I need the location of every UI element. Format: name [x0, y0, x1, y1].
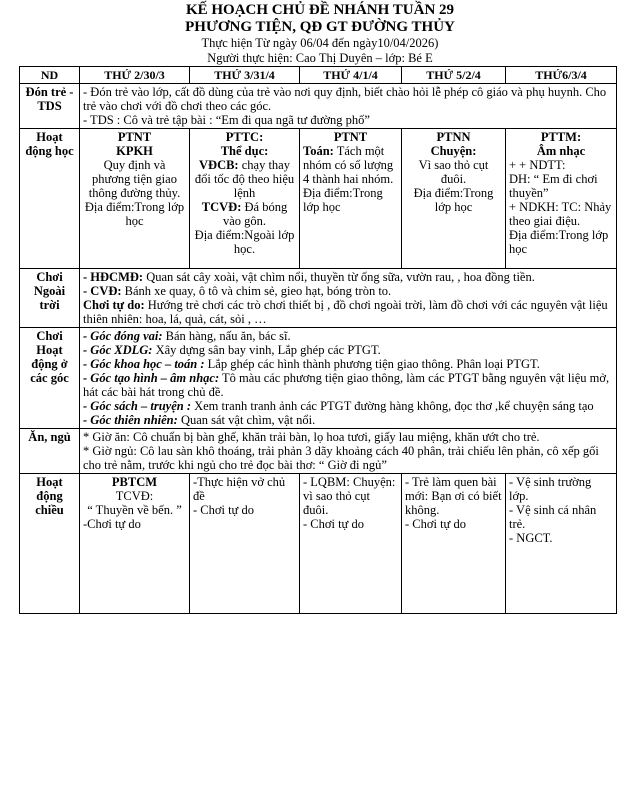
row-label-an-ngu: Ăn, ngủ	[20, 429, 80, 474]
don-tre-line1: - Đón trẻ vào lớp, cất đồ dùng của trẻ vào nơi quy định, biết chào hỏi lễ phép cô giáo và phụ huynh. Cho trẻ vào chơi với đồ chơi theo các góc.	[83, 85, 607, 113]
hdcmd-line	[83, 270, 613, 284]
hdh-fri-place: Địa điểm:Trong lớp học	[509, 228, 609, 256]
chieu-tue-l2: - Chơi tự do	[193, 503, 254, 517]
goc-name: - Góc đóng vai:	[83, 329, 163, 343]
ctd-line	[83, 298, 613, 326]
chieu-wed-l2: - Chơi tự do	[303, 517, 364, 531]
goc-item	[83, 371, 613, 399]
cvd-line	[83, 284, 613, 298]
chieu-tue-l1: -Thực hiện vở chủ đề	[193, 475, 286, 503]
document-header	[0, 0, 640, 66]
hdh-fri	[506, 129, 617, 269]
row-don-tre	[20, 84, 617, 129]
row-hoat-dong-goc	[20, 328, 617, 429]
row-an-ngu	[20, 429, 617, 474]
hdh-wed-place: Địa điểm:Trong lớp học	[303, 186, 383, 214]
goc-item	[83, 343, 613, 357]
chieu-fri	[506, 474, 617, 614]
goc-name: - Góc XDLG:	[83, 343, 153, 357]
ctd-text: Hướng trẻ chơi các trò chơi thiết bị , đồ chơi ngoài trời, làm đồ chơi với các nguyên vật liệu thiên nhiên: hoa, lá, quả, cát, sỏi , …	[83, 298, 608, 326]
hdh-tue-place: Địa điểm:Ngoài lớp học.	[194, 228, 295, 256]
hdh-thu-place: Địa điểm:Trong lớp học	[413, 186, 494, 214]
goc-name: - Góc tạo hình – âm nhạc:	[83, 371, 220, 385]
chieu-fri-l3: - NGCT.	[509, 531, 553, 545]
goc-text: Lắp ghép các hình thành phương tiện giao thông. Phân loại PTGT.	[204, 357, 540, 371]
teacher-info: Người thực hiện: Cao Thị Duyên – lớp: Bé E	[207, 51, 433, 65]
table-header-row	[20, 67, 617, 84]
col-header-wed: THỨ 4/1/4	[300, 67, 402, 84]
chieu-mon-title: PBTCM	[111, 475, 158, 489]
col-header-thu: THỨ 5/2/4	[402, 67, 506, 84]
vdcb-text: chạy thay đổi tốc độ theo hiệu lệnh	[194, 158, 295, 200]
col-header-tue: THỨ 3/31/4	[190, 67, 300, 84]
hdcmd-label: - HĐCMĐ:	[83, 270, 144, 284]
chieu-wed-l1: - LQBM: Chuyện: vì sao thỏ cụt đuôi.	[303, 475, 396, 517]
an-ngu-content	[80, 429, 617, 474]
chieu-mon-l2: “ Thuyền về bến. ”	[87, 503, 182, 517]
don-tre-content	[80, 84, 617, 129]
hdh-tue-code: PTTC:	[225, 130, 264, 144]
hdh-fri-l2: DH: “ Em đi chơi thuyền”	[509, 172, 598, 200]
goc-text: Tô màu các phương tiện giao thông, làm các PTGT bằng nguyên vật liệu mở, hát các bài hát trong chủ đề.	[83, 371, 610, 399]
row-label-hoat-dong-goc: Chơi Hoạt động ở các góc	[20, 328, 80, 429]
chieu-fri-l1: - Vệ sinh trường lớp.	[509, 475, 592, 503]
hdh-tue-vdcb	[193, 158, 296, 200]
chieu-mon-l1: TCVĐ:	[115, 489, 154, 503]
row-label-don-tre: Đón trẻ - TDS	[20, 84, 80, 129]
toan-label: Toán:	[303, 144, 334, 158]
goc-item	[83, 357, 613, 371]
hdh-thu-title: Chuyện:	[430, 144, 477, 158]
row-label-ngoai-troi: Chơi Ngoài trời	[20, 269, 80, 328]
col-header-nd: ND	[20, 67, 80, 84]
hdh-thu-code: PTNN	[436, 130, 471, 144]
goc-text: Xem tranh tranh ảnh các PTGT đường hàng không, đọc thơ ,kể chuyện sáng tạo	[190, 399, 594, 413]
cvd-text: Bánh xe quay, ô tô và chim sẻ, gieo hạt, bóng tròn to.	[121, 284, 392, 298]
date-range: Thực hiện Từ ngày 06/04 đến ngày10/04/2026)	[201, 36, 439, 50]
chieu-wed	[300, 474, 402, 614]
vdcb-label: VĐCB:	[199, 158, 239, 172]
ngu-line: * Giờ ngủ: Cô lau sàn khô thoáng, trải phản 3 dãy khoảng cách 40 phân, trải chiếu lên phản, cô xếp gối cho trẻ nằm, trước khi ngủ cho trẻ đọc bài thơ: “ Giờ đi ngủ”	[83, 444, 599, 472]
row-chieu	[20, 474, 617, 614]
goc-text: Bán hàng, nấu ăn, bác sĩ.	[162, 329, 291, 343]
chieu-mon-l3: -Chơi tự do	[83, 517, 141, 531]
an-line: * Giờ ăn: Cô chuẩn bị bàn ghế, khăn trải bàn, lọ hoa tươi, giấy lau miệng, khăn ướt cho trẻ.	[83, 430, 540, 444]
chieu-mon	[80, 474, 190, 614]
toan-text: Tách một nhóm có số lượng 4 thành hai nhóm.	[303, 144, 394, 186]
hdh-mon-place: Địa điểm:Trong lớp học	[84, 200, 185, 228]
goc-name: - Góc khoa học – toán :	[83, 357, 205, 371]
tcvd-text: Đá bóng vào gôn.	[222, 200, 288, 228]
row-ngoai-troi	[20, 269, 617, 328]
goc-text: Quan sát vật chìm, vật nổi.	[177, 413, 316, 427]
don-tre-line2: - TDS : Cô và trẻ tập bài : “Em đi qua ngã tư đường phố”	[83, 113, 370, 127]
col-header-fri: THỨ6/3/4	[506, 67, 617, 84]
page-subtitle: PHƯƠNG TIỆN, QĐ GT ĐƯỜNG THỦY	[185, 19, 455, 35]
goc-item	[83, 413, 613, 427]
hdh-wed	[300, 129, 402, 269]
hdh-mon-title: KPKH	[116, 144, 153, 158]
goc-text: Xây dựng sân bay vinh, Lắp ghép các PTGT.	[152, 343, 381, 357]
chieu-thu	[402, 474, 506, 614]
hdh-fri-code: PTTM:	[540, 130, 582, 144]
hdcmd-text: Quan sát cây xoài, vật chìm nổi, thuyền từ ống sữa, vườn rau, , hoa đồng tiền.	[143, 270, 535, 284]
ctd-label: Chơi tự do:	[83, 298, 145, 312]
hdh-mon	[80, 129, 190, 269]
chieu-tue	[190, 474, 300, 614]
ngoai-troi-content	[80, 269, 617, 328]
goc-name: - Góc thiên nhiên:	[83, 413, 178, 427]
goc-name: - Góc sách – truyện :	[83, 399, 191, 413]
hdh-thu	[402, 129, 506, 269]
cvd-label: - CVĐ:	[83, 284, 122, 298]
hdh-mon-body: Quy định và phương tiện giao thông đường thủy.	[88, 158, 181, 200]
hdh-wed-code: PTNT	[333, 130, 368, 144]
hoat-dong-goc-content	[80, 328, 617, 429]
hdh-fri-title: Âm nhạc	[536, 144, 586, 158]
goc-item	[83, 329, 613, 343]
hdh-tue-title: Thể dục:	[220, 144, 269, 158]
chieu-fri-l2: - Vệ sinh cá nhân trẻ.	[509, 503, 597, 531]
hdh-tue-tcvd	[193, 200, 296, 228]
col-header-mon: THỨ 2/30/3	[80, 67, 190, 84]
hdh-tue	[190, 129, 300, 269]
tcvd-label: TCVĐ:	[201, 200, 242, 214]
hdh-thu-body: Vì sao thỏ cụt đuôi.	[418, 158, 489, 186]
goc-item	[83, 399, 613, 413]
hdh-mon-code: PTNT	[117, 130, 152, 144]
hdh-fri-l3: + NDKH: TC: Nhảy theo giai điệu.	[509, 200, 612, 228]
hdh-wed-body	[303, 144, 398, 186]
page-title: KẾ HOẠCH CHỦ ĐỀ NHÁNH TUẦN 29	[185, 2, 455, 18]
weekly-plan-table	[19, 66, 617, 614]
row-label-chieu: Hoạt động chiều	[20, 474, 80, 614]
chieu-thu-l1: - Trẻ làm quen bài mới: Bạn ơi có biết không.	[405, 475, 502, 517]
row-hoat-dong-hoc	[20, 129, 617, 269]
hdh-fri-l1: + + NDTT:	[509, 158, 566, 172]
row-label-hoat-dong-hoc: Hoạt động học	[20, 129, 80, 269]
chieu-thu-l2: - Chơi tự do	[405, 517, 466, 531]
